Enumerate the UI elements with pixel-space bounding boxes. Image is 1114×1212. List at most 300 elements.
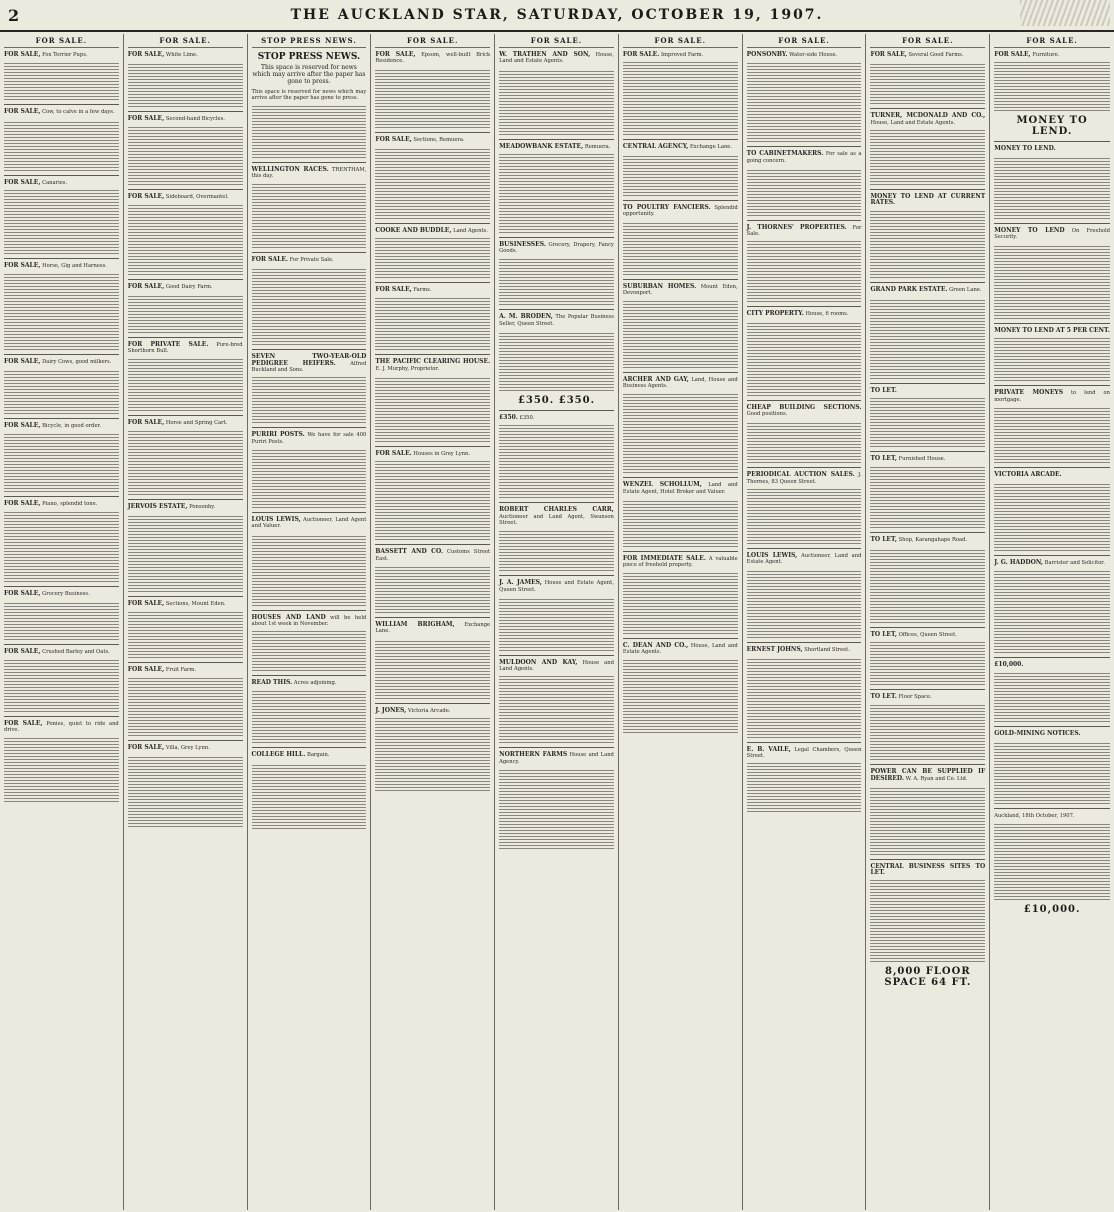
ad-heading: CENTRAL BUSINESS SITES TO LET. — [870, 862, 986, 877]
ad-heading: PURIRI POSTS. — [251, 431, 305, 439]
ad-heading: READ THIS. — [251, 679, 293, 687]
ad-heading: FOR SALE, — [4, 422, 41, 430]
ad-heading: FOR SALE, — [994, 51, 1031, 58]
ten-thousand-banner: £10,000. — [1023, 903, 1081, 915]
ad-text: Exchange Lane. — [690, 144, 733, 151]
small-print-texture — [499, 331, 614, 391]
ad-heading: £350. — [499, 414, 518, 422]
small-print-texture — [870, 62, 985, 104]
small-print-texture — [4, 120, 119, 171]
ad-divider — [747, 306, 862, 307]
ad-heading: SEVEN TWO-YEAR-OLD PEDIGREE HEIFERS. — [251, 353, 367, 367]
classified-ad — [747, 472, 862, 485]
ad-text: Bargain. — [307, 752, 330, 759]
ad-heading: ERNEST JOHNS, — [746, 645, 803, 653]
ad-text: For sale as a going concern. — [746, 151, 862, 164]
small-print-texture — [994, 482, 1110, 551]
small-print-texture — [870, 210, 985, 278]
small-print-texture — [375, 297, 490, 350]
ad-text: House and Land Agents. — [499, 659, 614, 673]
ad-text: Remuera. — [584, 143, 611, 150]
small-print-texture — [994, 672, 1110, 722]
classified-ad — [4, 591, 119, 597]
small-print-texture — [747, 322, 862, 396]
ad-heading: GRAND PARK ESTATE. — [870, 286, 948, 294]
classified-ad — [375, 228, 490, 234]
ad-divider — [4, 716, 119, 717]
classified-ad — [747, 225, 862, 238]
ad-heading: SUBURBAN HOMES. — [622, 283, 697, 291]
classified-ad — [623, 144, 738, 150]
small-print-texture — [4, 737, 119, 802]
small-print-texture — [623, 155, 738, 196]
small-print-texture — [252, 449, 367, 508]
classified-ad — [128, 745, 243, 751]
ad-text: Water-side House. — [789, 52, 838, 58]
small-print-texture — [623, 301, 738, 368]
ad-text: Shortland Street. — [804, 646, 850, 653]
ad-heading: FOR SALE, — [375, 286, 412, 294]
ad-heading: FOR SALE, — [375, 51, 416, 58]
classified-ad — [623, 643, 738, 656]
classified-ad — [499, 752, 614, 765]
ad-heading: TO POULTRY FANCIERS. — [622, 203, 711, 211]
ad-text: Houses in Grey Lynn. — [413, 451, 470, 458]
small-print-texture — [4, 434, 119, 492]
classified-ad — [252, 167, 367, 180]
small-print-texture — [747, 62, 862, 142]
ad-divider — [128, 337, 243, 338]
classified-ad — [128, 342, 243, 355]
ad-heading: CENTRAL AGENCY, — [622, 143, 689, 151]
classified-ad — [994, 328, 1110, 334]
classified-ad — [623, 52, 738, 58]
small-print-texture — [870, 786, 985, 855]
ad-divider — [4, 586, 119, 587]
ad-text: Fruit Farm. — [165, 666, 197, 673]
classified-ad — [499, 52, 614, 65]
ad-text: Fox Terrier Pups. — [42, 52, 88, 58]
ad-divider — [747, 642, 862, 643]
small-print-texture — [4, 601, 119, 640]
ad-divider — [128, 740, 243, 741]
small-print-texture — [747, 241, 862, 302]
ad-heading: MONEY TO LEND AT 5 PER CENT. — [994, 327, 1110, 335]
ad-text: J. Thornes, 83 Queen Street. — [746, 472, 862, 485]
small-print-texture — [499, 154, 614, 233]
ad-divider — [623, 200, 738, 201]
ad-heading: HOUSES AND LAND — [251, 613, 326, 621]
ad-divider — [252, 512, 367, 513]
ad-text: Farms. — [413, 287, 432, 294]
small-print-texture — [747, 421, 862, 463]
ad-divider — [623, 372, 738, 373]
ad-text: £350. — [519, 415, 535, 422]
classified-ad — [4, 721, 119, 734]
small-print-texture — [375, 639, 490, 699]
ad-divider — [252, 349, 367, 350]
column-header: FOR SALE. — [128, 36, 243, 48]
small-print-texture — [623, 573, 738, 634]
ad-divider — [375, 132, 490, 133]
classified-ad — [375, 451, 490, 457]
classified-ad — [252, 517, 367, 530]
ad-heading: VICTORIA ARCADE. — [994, 471, 1062, 479]
classified-ad — [870, 456, 985, 462]
ad-text: Dairy Cows, good milkers. — [42, 359, 112, 366]
ad-text: Improved Farm. — [660, 52, 704, 58]
ad-text: Alfred Buckland and Sons. — [251, 360, 367, 374]
classified-ad — [128, 52, 243, 58]
classified-ad — [994, 52, 1110, 58]
classified-ad — [994, 731, 1110, 737]
ad-divider — [375, 282, 490, 283]
small-print-texture — [747, 763, 862, 812]
classified-ad — [747, 52, 862, 58]
ad-text: Furniture. — [1032, 52, 1060, 58]
ad-divider — [870, 189, 985, 190]
ad-text: Villa, Grey Lynn. — [165, 744, 210, 751]
small-print-texture — [128, 204, 243, 275]
ad-heading: FOR SALE, — [4, 719, 43, 727]
ad-heading: W. TRATHEN AND SON, — [499, 51, 591, 58]
small-print-texture — [128, 430, 243, 495]
ad-divider — [252, 162, 367, 163]
ad-heading: FOR SALE, — [4, 648, 41, 656]
small-print-texture — [252, 377, 367, 423]
small-print-texture — [128, 62, 243, 107]
classified-ad — [994, 146, 1110, 152]
ad-heading: ARCHER AND GAY, — [622, 375, 689, 383]
classified-ad — [252, 432, 367, 445]
small-print-texture — [623, 62, 738, 135]
ad-text: Auctioneer and Land Agent, Swanson Street. — [499, 513, 614, 526]
ad-heading: JERVOIS ESTATE, — [127, 503, 188, 511]
masthead — [0, 0, 1114, 32]
ad-text: House and Estate Agent, Queen Street. — [499, 580, 614, 593]
ad-heading: MONEY TO LEND AT CURRENT RATES. — [870, 192, 986, 207]
small-print-texture — [623, 393, 738, 473]
ad-text: Land Agents. — [453, 227, 488, 234]
small-print-texture — [252, 183, 367, 248]
classified-ad — [870, 388, 985, 394]
classified-ad — [252, 752, 367, 758]
ad-heading: FOR SALE, — [4, 590, 41, 598]
ad-heading: FOR SALE, — [127, 282, 165, 290]
small-print-texture — [252, 631, 367, 671]
ad-text: W. A. Ryan and Co. Ltd. — [905, 775, 968, 782]
column-header: FOR SALE. — [4, 36, 119, 48]
small-print-texture — [747, 657, 862, 738]
column-5 — [495, 34, 619, 1210]
small-print-texture — [994, 407, 1110, 463]
ad-divider — [375, 617, 490, 618]
classified-ad — [994, 228, 1110, 241]
small-print-texture — [870, 880, 985, 962]
ad-divider — [128, 499, 243, 500]
ad-text: Exchange Lane. — [375, 621, 491, 635]
ad-heading: WENZEL SCHOLLUM, — [622, 481, 702, 489]
ad-text: Good positions. — [746, 411, 788, 418]
ad-divider — [870, 383, 985, 384]
column-4 — [371, 34, 495, 1210]
classified-ad — [623, 377, 738, 390]
small-print-texture — [4, 62, 119, 100]
classified-ad — [4, 263, 119, 269]
column-header: STOP PRESS NEWS. — [252, 36, 367, 48]
classified-ad — [994, 472, 1110, 478]
ad-heading: FOR PRIVATE SALE. — [127, 341, 209, 349]
ad-heading: FOR SALE, — [4, 358, 41, 366]
ad-text: For Private Sale. — [289, 257, 334, 264]
ad-text: Auctioneer, Land Agent and Valuer. — [251, 516, 367, 530]
ad-heading: J. A. JAMES, — [499, 579, 542, 587]
classified-ad — [4, 52, 119, 58]
column-8 — [866, 34, 990, 1210]
ad-divider — [870, 282, 985, 283]
column-header: FOR SALE. — [375, 36, 490, 48]
ad-heading: ROBERT CHARLES CARR, — [499, 506, 614, 514]
ad-divider — [994, 808, 1110, 809]
small-print-texture — [747, 168, 862, 216]
ad-text: House, Land and Estate Agents. — [499, 52, 614, 65]
small-print-texture — [252, 534, 367, 606]
classified-ad — [499, 507, 614, 526]
ad-text: House, Land and Estate Agents. — [870, 119, 956, 126]
ad-text: Pure-bred Shorthorn Bull. — [127, 342, 243, 355]
ad-text: Bicycle, in good order. — [42, 423, 102, 430]
price-banner: £350. £350. — [517, 395, 596, 407]
ad-heading: COLLEGE HILL. — [251, 751, 306, 759]
small-print-texture — [128, 294, 243, 333]
ad-divider — [994, 223, 1110, 224]
classified-ad — [252, 354, 367, 373]
ad-text: Cow, to calve in a few days. — [42, 109, 115, 116]
classified-ad — [870, 769, 985, 782]
ad-heading: FOR SALE, — [127, 600, 165, 608]
ad-text: Sections, Mount Eden. — [165, 601, 226, 608]
ad-divider — [128, 189, 243, 190]
ad-divider — [747, 742, 862, 743]
ad-divider — [994, 657, 1110, 658]
classified-ad — [747, 647, 862, 653]
ad-divider — [623, 638, 738, 639]
small-print-texture — [128, 612, 243, 658]
ad-heading: WELLINGTON RACES. — [251, 165, 329, 173]
ad-text: On Freehold Security. — [994, 227, 1111, 240]
column-header: FOR SALE. — [747, 36, 862, 48]
classified-ad — [623, 556, 738, 569]
ad-heading: FOR SALE, — [4, 499, 41, 507]
column-1 — [0, 34, 124, 1210]
small-print-texture — [252, 763, 367, 829]
classified-ad — [623, 284, 738, 297]
ad-divider — [870, 627, 985, 628]
ad-text: A valuable piece of freehold property. — [622, 555, 738, 569]
ad-heading: FOR SALE, — [4, 178, 41, 186]
ad-divider — [747, 548, 862, 549]
small-print-texture — [252, 690, 367, 743]
ad-text: Crushed Barley and Oats. — [42, 649, 110, 656]
small-print-texture — [4, 511, 119, 582]
money-to-lend-banner: MONEY TO LEND. — [1016, 115, 1088, 138]
classified-ad — [252, 257, 367, 263]
ad-heading: FOR SALE, — [127, 665, 165, 673]
small-print-texture — [994, 62, 1110, 111]
paper-title: THE AUCKLAND STAR, SATURDAY, OCTOBER 19, 1907. — [290, 7, 824, 23]
small-print-texture — [252, 106, 367, 158]
small-print-texture — [4, 369, 119, 414]
ad-text: Auckland, 18th October, 1907. — [994, 813, 1075, 820]
ad-text: House, Land and Estate Agents. — [622, 642, 738, 655]
classified-ad — [994, 662, 1110, 668]
ad-text: Horse and Spring Cart. — [165, 419, 228, 426]
ad-heading: TO LET, — [870, 630, 897, 638]
ad-divider — [499, 502, 614, 503]
classified-ad — [499, 314, 614, 327]
classified-ad — [870, 864, 985, 877]
ad-divider — [870, 689, 985, 690]
ad-heading: MONEY TO LEND — [994, 226, 1065, 234]
classified-ad — [4, 649, 119, 655]
ad-divider — [128, 415, 243, 416]
ad-divider — [499, 410, 614, 411]
classified-ad — [4, 501, 119, 507]
classified-ad — [499, 242, 614, 255]
column-3 — [248, 34, 372, 1210]
ad-divider — [623, 139, 738, 140]
classified-ad — [128, 667, 243, 673]
classified-ad — [375, 52, 490, 65]
ad-divider — [4, 644, 119, 645]
ad-text: Piano, splendid tone. — [42, 500, 98, 507]
ad-divider — [747, 220, 862, 221]
ad-text: Grocery Business. — [42, 591, 90, 598]
ad-heading: TO LET, — [870, 455, 897, 463]
column-7 — [743, 34, 867, 1210]
classified-ad — [747, 747, 862, 760]
small-print-texture — [375, 238, 490, 278]
ad-divider — [870, 451, 985, 452]
ad-text: Furnished House. — [898, 456, 946, 463]
small-print-texture — [375, 461, 490, 540]
classified-ad — [4, 423, 119, 429]
ad-divider — [375, 354, 490, 355]
ad-text: Sections, Remuera. — [413, 136, 465, 143]
ad-divider — [128, 279, 243, 280]
ad-divider — [870, 532, 985, 533]
small-print-texture — [128, 127, 243, 185]
ad-heading: POWER CAN BE SUPPLIED IF DESIRED. — [870, 768, 986, 782]
ad-text: Horse, Gig and Harness. — [42, 262, 107, 269]
small-print-texture — [747, 570, 862, 638]
ad-text: Mount Eden, Devonport. — [622, 284, 738, 297]
classified-ad — [4, 359, 119, 365]
ad-heading: FOR SALE, — [127, 418, 165, 426]
ad-text: Sideboard, Overmantel. — [165, 193, 229, 200]
small-print-texture — [870, 548, 985, 623]
ad-text: House and Land Agency. — [499, 752, 614, 765]
ad-divider — [375, 544, 490, 545]
ad-heading: BUSINESSES. — [499, 240, 546, 248]
ad-divider — [499, 237, 614, 238]
ad-heading: COOKE AND BUDDLE, — [375, 226, 452, 234]
small-print-texture — [994, 824, 1110, 900]
ad-text: Epsom, well-built Brick Residence. — [375, 52, 491, 65]
classified-ad — [623, 205, 738, 218]
ad-text: Grocery, Drapery, Fancy Goods. — [499, 241, 614, 255]
ad-divider — [252, 252, 367, 253]
ad-heading: FOR SALE, — [127, 115, 165, 123]
column-header: FOR SALE. — [870, 36, 985, 48]
small-print-texture — [499, 597, 614, 651]
ad-divider — [623, 477, 738, 478]
classified-ad — [375, 549, 490, 562]
classified-ad — [870, 632, 985, 638]
column-header: FOR SALE. — [623, 36, 738, 48]
classified-ad — [870, 694, 985, 700]
ad-divider — [499, 575, 614, 576]
small-print-texture — [499, 258, 614, 305]
ad-heading: MONEY TO LEND. — [994, 145, 1056, 153]
ad-divider — [4, 175, 119, 176]
small-print-texture — [4, 190, 119, 254]
classified-ad — [375, 287, 490, 293]
ad-heading: FOR SALE. — [375, 450, 412, 458]
small-print-texture — [994, 741, 1110, 804]
classified-ad — [499, 660, 614, 673]
ad-heading: FOR SALE, — [870, 51, 907, 58]
ad-divider — [128, 662, 243, 663]
classified-ad — [252, 615, 367, 628]
ad-heading: LOUIS LEWIS, — [251, 515, 301, 523]
classified-ad — [252, 89, 367, 102]
stop-press-subtitle: This space is reserved for news which may arrive after the paper has gone to press. — [252, 64, 366, 85]
small-print-texture — [747, 489, 862, 544]
ad-divider — [747, 146, 862, 147]
ad-text: Victoria Arcade. — [407, 707, 451, 714]
classified-ad — [747, 405, 862, 418]
ad-text: Splendid opportunity. — [622, 204, 738, 217]
ad-divider — [4, 354, 119, 355]
classified-ad — [994, 560, 1110, 566]
ad-text: White Lime. — [165, 52, 198, 58]
small-print-texture — [994, 338, 1110, 381]
ad-text: Floor Space. — [898, 693, 932, 700]
column-6 — [619, 34, 743, 1210]
ad-heading: FOR SALE, — [127, 192, 165, 200]
classified-ad — [499, 144, 614, 150]
classified-ad — [499, 415, 614, 421]
small-print-texture — [623, 499, 738, 547]
small-print-texture — [870, 704, 985, 760]
ad-heading: CHEAP BUILDING SECTIONS. — [746, 403, 862, 411]
column-2 — [124, 34, 248, 1210]
ad-divider — [128, 111, 243, 112]
small-print-texture — [128, 755, 243, 827]
classified-ad — [252, 680, 367, 686]
ad-divider — [375, 703, 490, 704]
ad-text: Offices, Queen Street. — [898, 631, 957, 638]
ad-text: Several Good Farms. — [908, 52, 964, 58]
ad-divider — [4, 418, 119, 419]
small-print-texture — [499, 769, 614, 849]
ad-divider — [747, 400, 862, 401]
small-print-texture — [994, 571, 1110, 653]
ad-text: Barrister and Solicitor. — [1044, 560, 1105, 567]
ad-text: Ponies, quiet to ride and drive. — [4, 720, 119, 733]
ad-heading: FOR SALE. — [622, 51, 660, 58]
